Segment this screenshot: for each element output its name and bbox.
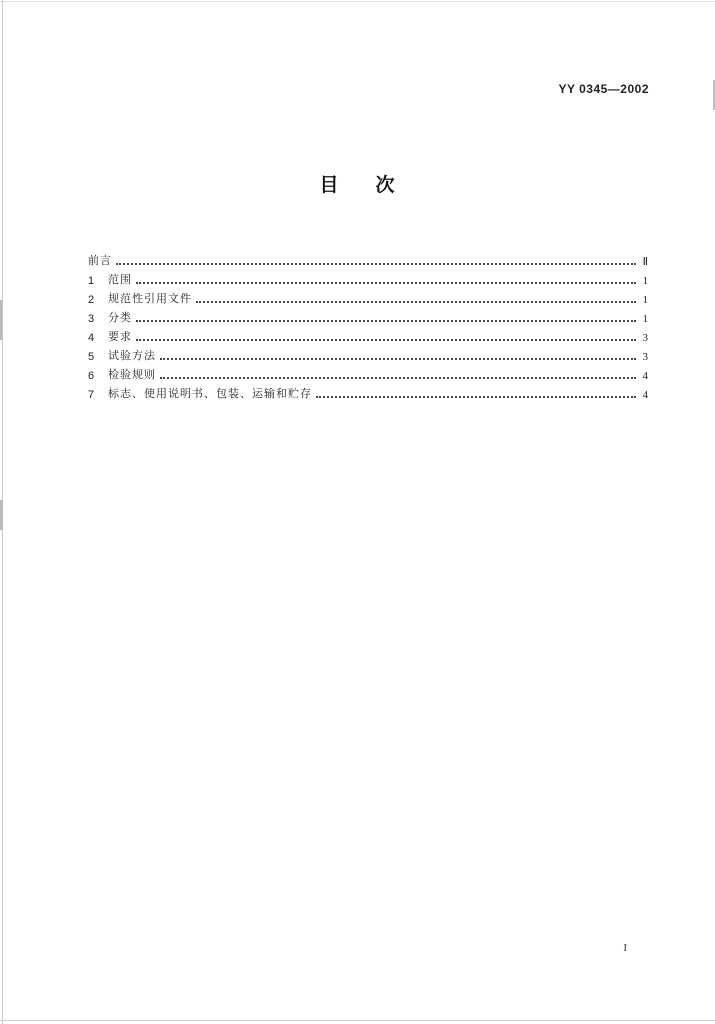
toc-entry-title: 要求 <box>108 330 132 343</box>
toc-entry[interactable] <box>88 287 648 306</box>
toc-entry-title: 规范性引用文件 <box>108 292 192 305</box>
page-number: I <box>623 942 627 954</box>
toc-leader-dots <box>136 282 636 284</box>
toc-entry[interactable] <box>88 363 648 382</box>
table-of-contents <box>88 249 648 401</box>
scan-artifact <box>0 500 3 530</box>
toc-entry-title: 检验规则 <box>108 368 156 381</box>
toc-entry-number: 1 <box>88 275 95 287</box>
page-title <box>0 170 715 197</box>
toc-leader-dots <box>116 263 636 265</box>
toc-entry-number: 2 <box>88 294 95 306</box>
toc-entry-number: 7 <box>88 389 95 401</box>
toc-entry-number: 3 <box>88 313 95 325</box>
toc-leader-dots <box>160 358 636 360</box>
toc-leader-dots <box>160 377 636 379</box>
title-char-1: 目 <box>319 174 340 196</box>
toc-entry-page: 1 <box>642 294 648 306</box>
toc-leader-dots <box>136 320 636 322</box>
toc-leader-dots <box>136 339 636 341</box>
toc-entry-title: 试验方法 <box>108 349 156 362</box>
toc-entry-title: 范围 <box>108 273 132 286</box>
toc-entry[interactable] <box>88 268 648 287</box>
toc-entry-page: 1 <box>642 275 648 287</box>
toc-entry-page: 1 <box>642 313 648 325</box>
document-code: YY 0345—2002 <box>558 82 649 96</box>
toc-entry-number: 6 <box>88 370 95 382</box>
toc-entry-title: 前言 <box>88 254 112 267</box>
scan-edge-top <box>0 1 715 2</box>
toc-entry-page: 3 <box>642 351 648 363</box>
toc-entry[interactable] <box>88 344 648 363</box>
toc-entry[interactable] <box>88 306 648 325</box>
title-char-2: 次 <box>375 174 396 196</box>
scan-edge-bottom <box>0 1020 715 1021</box>
toc-entry-number: 4 <box>88 332 95 344</box>
toc-entry[interactable] <box>88 382 648 401</box>
scan-artifact <box>0 300 2 340</box>
toc-entry-number: 5 <box>88 351 95 363</box>
toc-entry[interactable] <box>88 249 648 268</box>
toc-entry-page: 4 <box>642 389 648 401</box>
toc-entry-page: 4 <box>642 370 648 382</box>
toc-leader-dots <box>316 396 636 398</box>
toc-leader-dots <box>196 301 636 303</box>
toc-entry-title: 分类 <box>108 311 132 324</box>
toc-entry[interactable] <box>88 325 648 344</box>
toc-entry-page: Ⅱ <box>642 256 648 268</box>
toc-entry-title: 标志、使用说明书、包装、运输和贮存 <box>108 387 312 400</box>
toc-entry-page: 3 <box>642 332 648 344</box>
